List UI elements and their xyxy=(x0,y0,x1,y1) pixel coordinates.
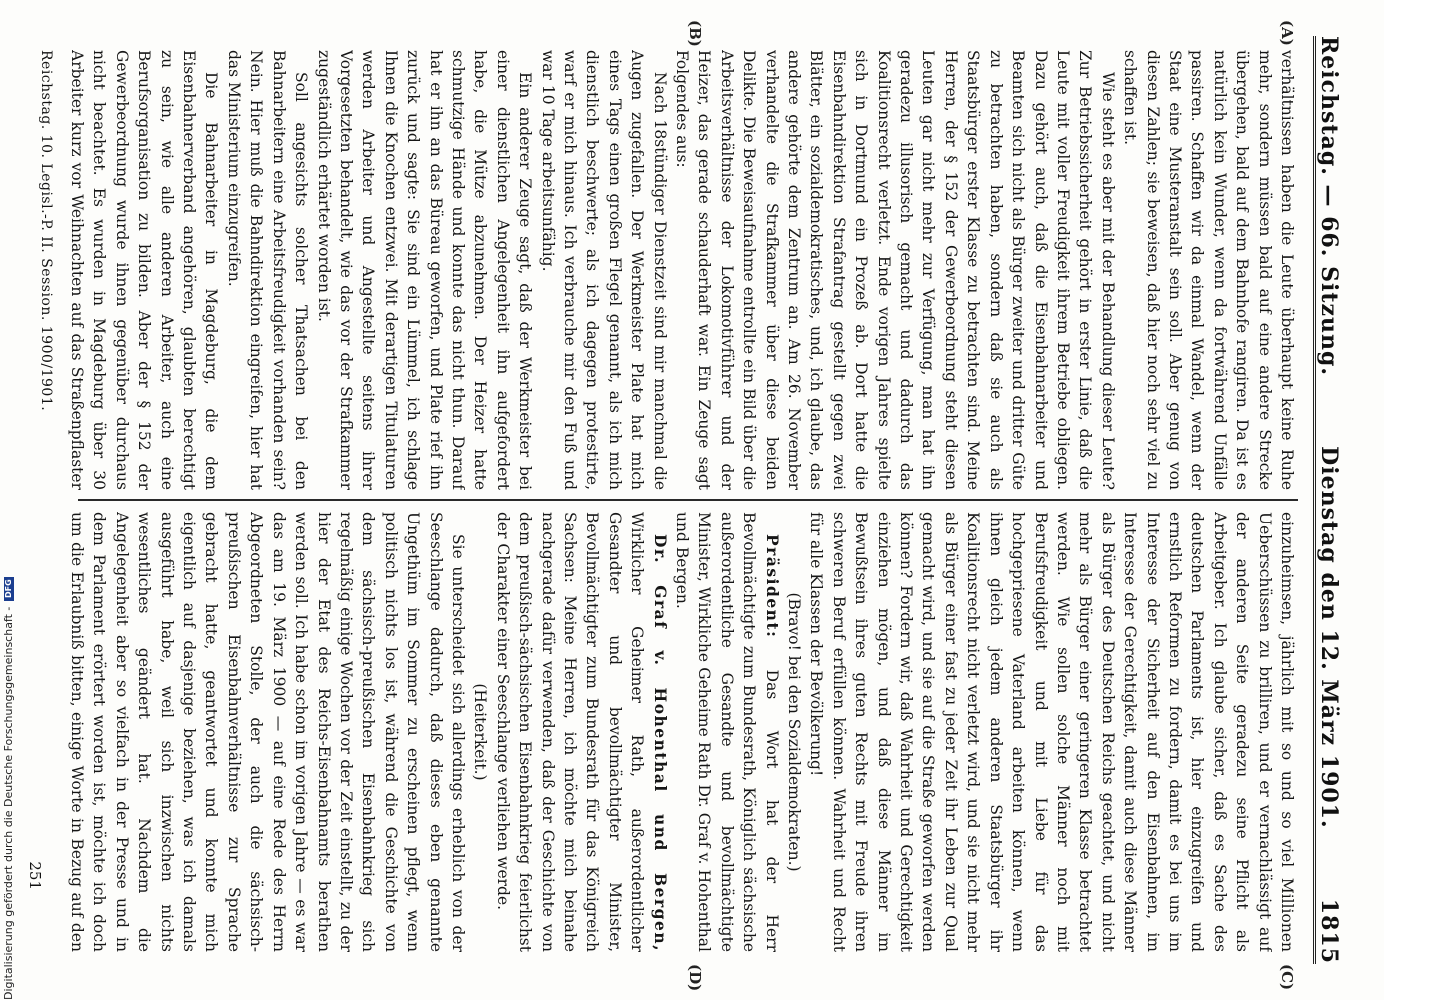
margin-letter-c: (C) xyxy=(1278,964,1296,991)
margin-letter-a: (A) xyxy=(1278,20,1296,46)
paragraph: Wie steht es aber mit der Behandlung dieser Leute? Zur Betriebssicherheit gehört in erster Linie, daß die Leute mit voller Freudigkeit ihrem Betriebe obliegen. Dazu gehört auch, daß die Eisenbahnarbeiter und Beamten sich nicht als Bürger zweiter und dritter Güte zu betrachten haben, sondern daß sie auch als Staatsbürger erster Klasse zu betrachten sind. Meine Herren, der § 152 der Gewerbeordnung steht diesen Leuten gar nicht mehr zur Verfügung, man hat ihn geradezu illusorisch gemacht und dadurch das Koalitionsrecht verletzt. Ende vorigen Jahres spielte sich in Dortmund ein Prozeß ab. Dort hatte die Eisenbahndirektion Strafantrag gestellt gegen zwei Blätter, ein sozialdemokratisches, und, ich glaube, das andere gehörte dem Zentrum an. Am 26. November verhandelte die Strafkammer über diese beiden Delikte. Die Beweisaufnahme entrollte ein Bild über die Arbeitsverhältnisse der Lokomotivführer und der Heizer, das gerade schauderhaft war. Ein Zeuge sagt Folgendes aus: xyxy=(673,50,1117,490)
paragraph: einzuheimsen, jährlich mit so und so viel Millionen Ueberschüssen zu brilliren, und er vernachlässigt auf der anderen Seite geradezu seine Pflicht als Arbeitgeber. Ich glaube sicher, daß es Sache des deutschen Parlaments ist, hier einzugreifen und ernstlich Reformen zu fordern, damit es bei uns im Interesse der Sicherheit auf den Eisenbahnen, im Interesse der Gerechtigkeit, damit auch diese Männer als Bürger des Deutschen Reichs geachtet, und nicht mehr als Bürger einer geringeren Klasse betrachtet werden. Wie sollen solche Männer noch mit Berufsfreudigkeit und mit Liebe für das hochgepriesene Vaterland arbeiten können, wenn ihnen gleich jedem anderen Staatsbürger ihr Koalitionsrecht nicht verletzt wird, und sie nicht mehr als Bürger einer fast zu jeder Zeit ihr Leben zur Qual gemacht wird, und sie auf die Straße geworfen werden können? Fordern wir, daß Wahrheit und Gerechtigkeit einziehen mögen, und daß diese Männer im Bewußtsein ihres guten Rechts mit Freude ihren schweren Beruf erfüllen können. Wahrheit und Recht für alle Klassen der Bevölkerung! xyxy=(807,512,1296,952)
stage-direction: (Heiterkeit.) xyxy=(471,683,490,781)
paragraph: Nach 18stündiger Dienstzeit sind mir manchmal die Augen zugefallen. Der Werkmeister Plate hat mich eines Tags einen großen Flegel genannt, als ich mich dienstlich beschwerte; als ich dagegen protestirte, warf er mich hinaus. Ich verbrauche mir den Fuß und war 10 Tage arbeitsunfähig. xyxy=(538,50,669,490)
paragraph: Die Bahnarbeiter in Magdeburg, die dem Eisenbahnerverband angehören, glaubten berechtigt zu sein, wie alle anderen Arbeiter, auch eine Berufsorganisation zu bilden. Aber der § 152 der Gewerbeordnung wurde ihnen gegenüber durchaus nicht beachtet. Es wurden in Magdeburg über 30 Arbeiter kurz vor Weihnachten auf das Straßenpflaster xyxy=(68,50,221,490)
header-column-number: 1815 xyxy=(1316,898,1342,964)
page-number: 251 xyxy=(26,861,44,890)
paragraph: Ein anderer Zeuge sagt, daß der Werkmeister bei einer dienstlichen Angelegenheit ihn aufgefordert habe, die Mütze abzunehmen. Der Heizer hatte schmutzige Hände und konnte das nicht thun. Darauf hat er ihn an das Büreau geworfen, und Plate rief ihn zurück und sagte: Sie sind ein Lümmel, ich schlage Ihnen die Knochen entzwei. Mit derartigen Titulaturen werden Arbeiter und Angestellte seitens ihrer Vorgesetzten behandelt, wie das vor der Strafkammer zugeständlich erhärtet worden ist. xyxy=(314,50,535,490)
margin-letter-d: (D) xyxy=(686,964,704,992)
speaker-name: Dr. Graf v. Hohenthal und Bergen, xyxy=(650,534,670,952)
paragraph: Soll angesichts solcher Thatsachen bei den Bahnarbeitern eine Arbeitsfreudigkeit vorhanden sein? Nein. Hier muß die Bahndirektion eingreifen, hier hat das Ministerium einzugreifen. xyxy=(224,50,311,490)
speaker-name: Präsident: xyxy=(762,534,782,639)
left-text-column xyxy=(68,50,1298,490)
speech-text: Wirklicher Geheimer Rath, außerordentlicher Gesandter und bevollmächtigter Minister, Bevollmächtigter zum Bundesrath für das Königreich Sachsen: Meine Herren, ich möchte mich beinahe nachgerade dafür verwenden, daß der Geschichte von dem preußisch-sächsischen Eisenbahnkrieg feierlichst der Charakter einer Seeschlange verliehen werde. xyxy=(493,512,647,952)
speech-text: Das Wort hat der Herr Bevollmächtigte zum Bundesrath, Königlich sächsische außerordentliche Gesandte und bevollmächtigte Minister, Wirkliche Geheime Rath Dr. Graf v. Hohenthal und Bergen. xyxy=(673,512,781,952)
speaker-paragraph xyxy=(491,512,670,952)
column-divider xyxy=(78,499,1298,501)
right-text-column xyxy=(68,512,1298,952)
speaker-paragraph xyxy=(671,512,783,952)
paragraph: Sie unterscheidet sich allerdings erheblich von der Seeschlange dadurch, daß dieses eben genannte Ungethüm im Sommer zu erscheinen pflegt, wenn politisch nichts los ist, während die Geschichte von dem sächsisch-preußischen Eisenbahnkrieg sich regelmäßig einige Wochen vor der Zeit einstellt, zu der hier der Etat des Reichs-Eisenbahnamts berathen werden soll. Ich habe schon im vorigen Jahre — es war das am 19. März 1900 — auf eine Rede des Herrn Abgeordneten Stolle, der auch die sächsisch-preußischen Eisenbahnverhältnisse zur Sprache gebracht hatte, geantwortet und konnte mich eigentlich auf dasjenige beziehen, was ich damals ausgeführt habe, weil sich inzwischen nichts wesentliches geändert hat. Nachdem die Angelegenheit aber so vielfach in der Presse und in dem Parlament erörtert worden ist, möchte ich doch um die Erlaubniß bitten, einige Worte in Bezug auf den xyxy=(68,512,467,952)
paragraph: verhältnissen haben die Leute überhaupt keine Ruhe mehr, sondern müssen bald auf eine andere Strecke übergehen, bald auf dem Bahnhofe rangiren. Da ist es natürlich kein Wunder, wenn da fortwährend Unfälle passiren. Schaffen wir da einmal Wandel, wenn der Staat eine Musteranstalt sein soll. Aber genug von diesen Zahlen; sie beweisen, daß hier noch sehr viel zu schaffen ist. xyxy=(1121,50,1296,490)
page-header xyxy=(1313,36,1356,964)
footer-session-note: Reichstag. 10. Legisl.-P. II. Session. 1900/1901. xyxy=(38,50,54,412)
credit-text: Digitalisierung gefördert durch die Deutsche Forschungsgemeinschaft - xyxy=(2,606,15,1000)
stage-direction: (Bravo! bei den Sozialdemokraten.) xyxy=(785,592,804,872)
header-date: Dienstag den 12. März 1901. xyxy=(1316,446,1342,829)
dfg-logo-icon: DFG xyxy=(4,577,14,601)
digitization-credit xyxy=(0,0,50,1000)
header-publication: Reichstag. — 66. Sitzung. xyxy=(1316,36,1342,377)
margin-letter-b: (B) xyxy=(686,20,704,47)
